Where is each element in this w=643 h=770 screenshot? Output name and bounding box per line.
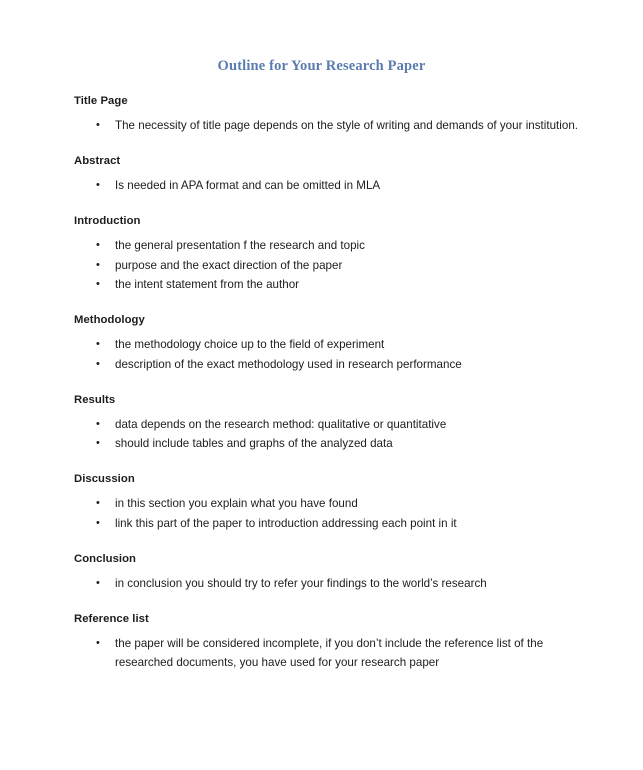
bullet-point-icon: • bbox=[96, 179, 100, 191]
list-item-text: description of the exact methodology used in research performance bbox=[115, 357, 462, 371]
list-item bbox=[74, 256, 604, 275]
bullet-point-icon: • bbox=[96, 497, 100, 509]
list-item bbox=[74, 176, 604, 195]
list-item-text: the methodology choice up to the field of experiment bbox=[115, 338, 385, 351]
list-item-text: The necessity of title page depends on the style of writing and demands of your institution. bbox=[115, 119, 579, 132]
list-item-text: Is needed in APA format and can be omitted in MLA bbox=[115, 179, 381, 192]
list-item-text: in this section you explain what you have found bbox=[115, 497, 358, 510]
bullet-point-icon: • bbox=[96, 357, 100, 370]
section-heading: Abstract bbox=[74, 155, 121, 167]
bullet-point-icon: • bbox=[96, 417, 100, 430]
outline-section bbox=[74, 392, 604, 454]
bullet-list bbox=[74, 634, 604, 672]
outline-section bbox=[74, 312, 604, 374]
section-heading: Results bbox=[74, 393, 116, 406]
bullet-point-icon: • bbox=[96, 338, 100, 350]
outline-section bbox=[74, 471, 604, 533]
section-heading: Discussion bbox=[74, 473, 135, 485]
list-item bbox=[74, 355, 604, 374]
section-heading: Title Page bbox=[74, 95, 128, 107]
bullet-list bbox=[74, 116, 604, 135]
list-item-text: the intent statement from the author bbox=[115, 278, 300, 291]
list-item bbox=[74, 494, 604, 513]
list-item-text: purpose and the exact direction of the paper bbox=[115, 258, 343, 272]
list-item bbox=[74, 434, 604, 453]
bullet-list bbox=[74, 415, 604, 454]
list-item bbox=[74, 514, 604, 533]
list-item bbox=[74, 335, 604, 354]
document-title: Outline for Your Research Paper bbox=[217, 58, 426, 74]
bullet-point-icon: • bbox=[96, 239, 100, 251]
bullet-list bbox=[74, 335, 604, 374]
list-item-text: in conclusion you should try to refer your findings to the world’s research bbox=[115, 576, 487, 590]
outline-section bbox=[74, 213, 604, 294]
bullet-list bbox=[74, 574, 604, 593]
bullet-point-icon: • bbox=[96, 636, 100, 649]
list-item-text: should include tables and graphs of the analyzed data bbox=[115, 437, 393, 450]
outline-section bbox=[74, 611, 604, 672]
outline-section bbox=[74, 551, 604, 593]
list-item bbox=[74, 574, 604, 593]
list-item-text: data depends on the research method: qualitative or quantitative bbox=[115, 417, 447, 431]
outline-section bbox=[74, 153, 604, 195]
section-heading: Reference list bbox=[74, 612, 149, 625]
bullet-list bbox=[74, 494, 604, 533]
section-heading: Introduction bbox=[74, 215, 141, 227]
section-heading: Methodology bbox=[74, 314, 145, 326]
section-heading: Conclusion bbox=[74, 552, 137, 565]
bullet-point-icon: • bbox=[96, 278, 100, 290]
list-item-text: link this part of the paper to introduction addressing each point in it bbox=[115, 516, 457, 530]
list-item-text: the paper will be considered incomplete, if you don’t include the reference list of the researched documents, you have used for your research paper bbox=[115, 636, 544, 669]
list-item bbox=[74, 116, 604, 135]
list-item bbox=[74, 236, 604, 255]
list-item bbox=[74, 415, 604, 434]
outline-section bbox=[74, 93, 604, 135]
document-body bbox=[74, 93, 604, 672]
bullet-list bbox=[74, 236, 604, 294]
bullet-point-icon: • bbox=[96, 437, 100, 449]
bullet-point-icon: • bbox=[96, 576, 100, 589]
bullet-list bbox=[74, 176, 604, 195]
list-item bbox=[74, 275, 604, 294]
bullet-point-icon: • bbox=[96, 119, 100, 131]
bullet-point-icon: • bbox=[96, 516, 100, 529]
list-item bbox=[74, 634, 604, 672]
bullet-point-icon: • bbox=[96, 258, 100, 271]
list-item-text: the general presentation f the research and topic bbox=[115, 239, 365, 252]
